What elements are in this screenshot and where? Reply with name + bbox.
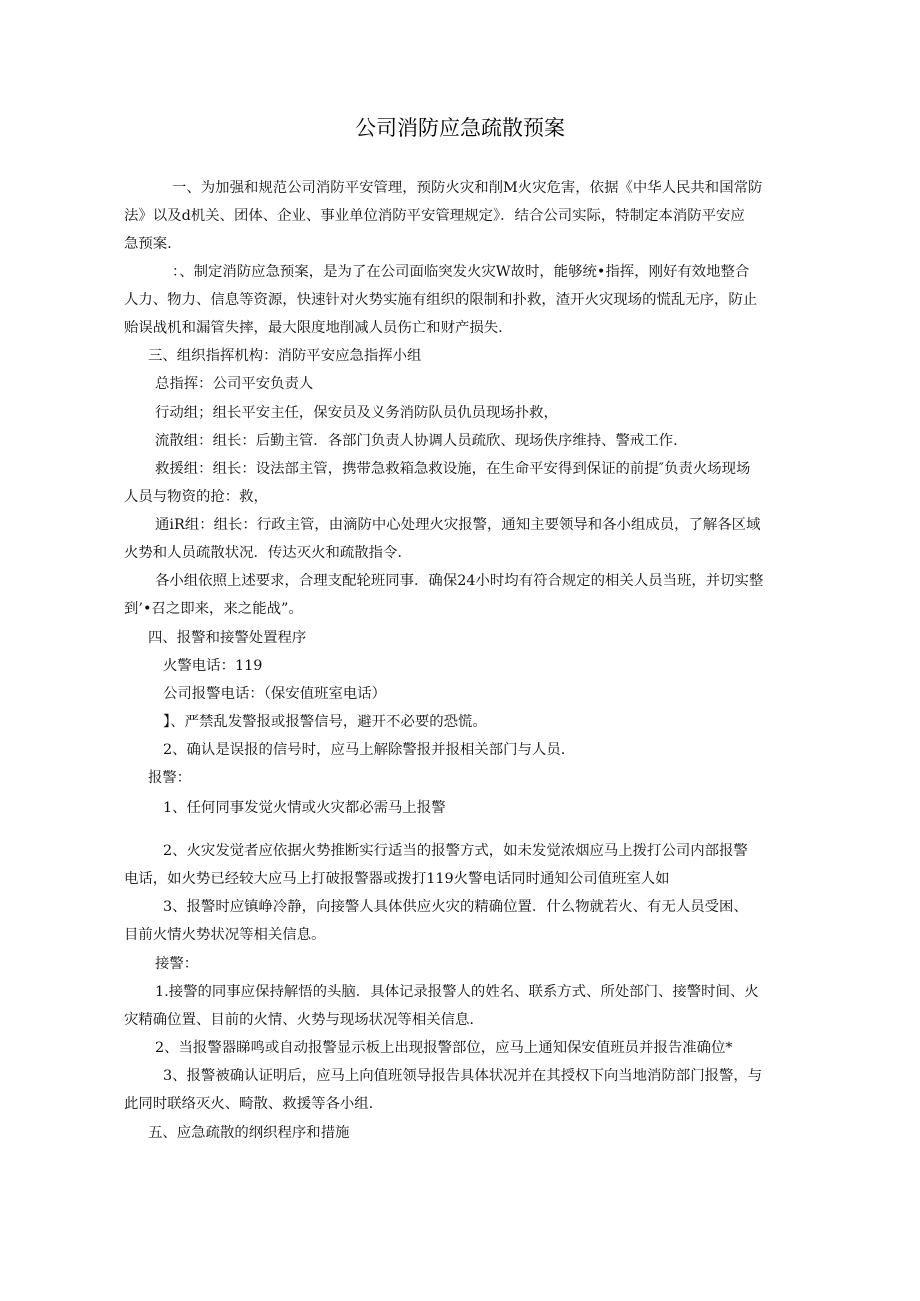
paragraph-line: 3、报警被确认证明后，应马上向值班领导报告具体状况并在其授权下向当地消防部门报警，与	[163, 1068, 763, 1084]
paragraph-line: 火势和人员疏散状况．传达灭火和疏散指令.	[124, 545, 402, 561]
paragraph-line: 到’•召之即来，来之能战”。	[124, 601, 303, 617]
paragraph-line: 人力、物力、信息等资源，快速针对火势实施有组织的限制和扑救，渣开火灾现场的慌乱无序，防止	[124, 292, 758, 308]
section-heading: 三、组织指挥机构：消防平安应急指挥小组	[148, 348, 422, 364]
paragraph-line: 人员与物资的抢：救，	[124, 489, 268, 505]
section-heading: 四、报警和接警处置程序	[148, 630, 307, 646]
paragraph-line: 3、报警时应镇峥冷静，向接警人具体供应火灾的精确位置．什么物就若火、有无人员受困、	[163, 899, 748, 915]
paragraph-line: 总指挥：公司平安负责人	[155, 376, 314, 392]
paragraph-line: 一、为加强和规范公司消防平安管理，预防火灾和削M火灾危害，依据《中华人民共和国常防	[172, 180, 763, 196]
paragraph-line: 2、确认是误报的信号时，应马上解除警报并报相关部门与人员.	[163, 742, 566, 758]
paragraph-line: 急预案.	[124, 236, 172, 252]
subsection-heading: 报警：	[148, 770, 192, 786]
section-heading: 五、应急疏散的纲织程序和措施	[148, 1125, 350, 1141]
paragraph-line: 1.接警的同事应保持解悟的头脑．具体记录报警人的姓名、联系方式、所处部门、接警时间、火	[155, 984, 759, 1000]
paragraph-line: 1、任何同事发觉火情或火灾都必需马上报警	[163, 800, 446, 816]
paragraph-line: 目前火情火势状况等相关信息。	[124, 927, 326, 943]
paragraph-line: 灾精确位置、目前的火情、火势与现场状况等相关信息.	[124, 1012, 474, 1028]
paragraph-line: 救援组：组长：设法部主管，携带急救箱急救设施，在生命平安得到保证的前提″负责火场现场	[155, 461, 751, 477]
paragraph-line: 】、严禁乱发警报或报警信号，避开不必要的恐慌。	[163, 714, 487, 730]
paragraph-line: 公司报警电话：（保安值班室电话）	[163, 686, 387, 702]
paragraph-line: 此同时联络灭火、畸散、救援等各小组.	[124, 1096, 374, 1112]
paragraph-line: 各小组依照上述要求，合理支配轮班同事．确保24小时均有符合规定的相关人员当班，并切实整	[155, 573, 764, 589]
paragraph-line: 2、火灾发觉者应依据火势推断实行适当的报警方式，如未发觉浓烟应马上拨打公司内部报警	[163, 843, 748, 859]
paragraph-line: 行动组；组长平安主任，保安员及义务消防队员仇员现场扑救，	[155, 405, 558, 421]
paragraph-line: 通iR组：组长：行政主管，由滴防中心处理火灾报警，通知主要领导和各小组成员，了解各区域	[155, 517, 761, 533]
subsection-heading: 接警：	[155, 956, 199, 972]
paragraph-line: 贻误战机和漏管失摔，最大限度地削减人员伤亡和财产损失.	[124, 320, 503, 336]
document-title: 公司消防应急疏散预案	[355, 116, 565, 140]
paragraph-line: 火警电话：119	[163, 658, 263, 674]
paragraph-line: 2、当报警器睇鸣或自动报警显示板上出现报警部位，应马上通知保安值班员并报告准确位*	[155, 1040, 733, 1056]
paragraph-line: 法》以及d机关、团体、企业、事业单位消防平安管理规定》．结合公司实际，特制定本消防平安应	[124, 208, 745, 224]
paragraph-line: 流散组：组长：后勤主管．各部门负责人协调人员疏欣、现场佚序维持、警戒工作.	[155, 433, 678, 449]
paragraph-line: 电话，如火势已经较大应马上打破报警器或拨打119火警电话同时通知公司值班室人如	[124, 871, 670, 887]
paragraph-line: ：、制定消防应急预案，是为了在公司面临突发火灾W故时，能够统•指挥，刚好有效地整合	[172, 264, 750, 280]
